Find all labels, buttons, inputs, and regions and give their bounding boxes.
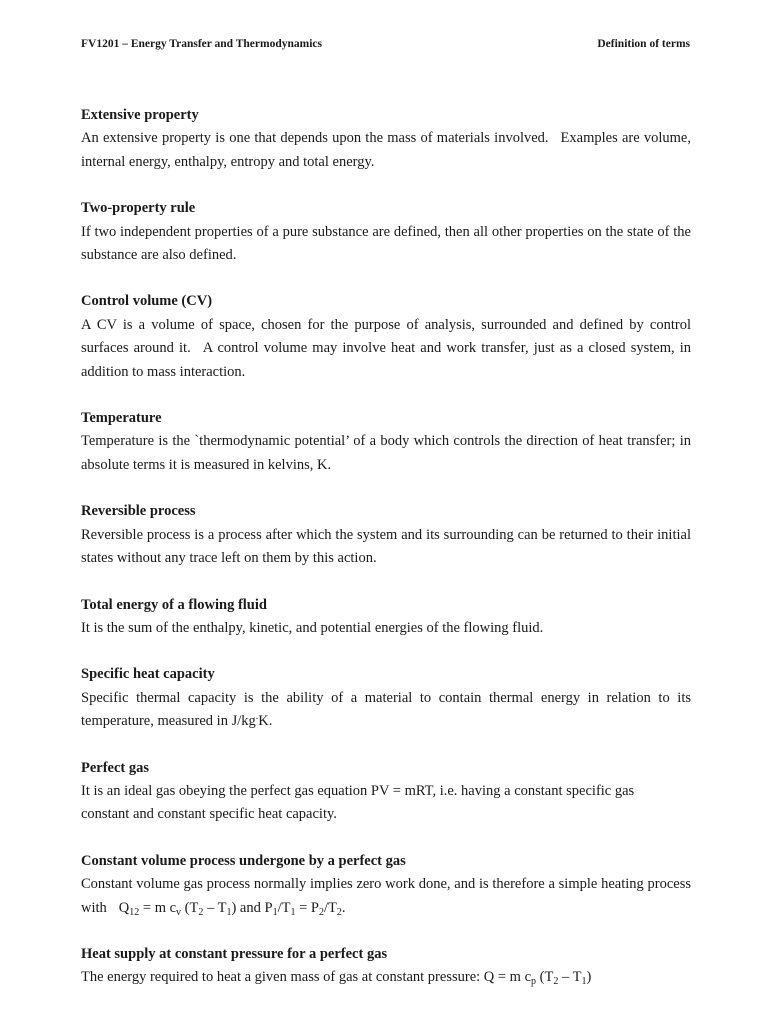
term-title: Temperature	[81, 410, 162, 427]
term-title: Specific heat capacity	[81, 666, 215, 683]
header-course-title: FV1201 – Energy Transfer and Thermodynamics	[81, 38, 322, 50]
term-two-property-rule	[81, 197, 691, 267]
term-title: Extensive property	[81, 107, 199, 123]
term-body: The energy required to heat a given mass of gas at constant pressure: Q = m $c_p$ $(T_2 - T_1)$	[81, 969, 592, 988]
term-title: Constant volume process undergone by a perfect gas	[81, 852, 406, 869]
term-body: If two independent properties of a pure substance are defined, then all other properties on the state of the substance are also defined.	[81, 223, 691, 264]
term-body: It is the sum of the enthalpy, kinetic, and potential energies of the flowing fluid.	[81, 619, 544, 636]
term-total-energy-flowing-fluid	[81, 594, 691, 641]
term-temperature	[81, 407, 691, 477]
term-body: It is an ideal gas obeying the perfect gas equation PV = mRT, i.e. having a constant specific gas constant and constant specific heat capacity.	[81, 782, 635, 823]
term-title: Two-property rule	[81, 200, 196, 217]
term-perfect-gas	[81, 757, 691, 827]
term-body: Specific thermal capacity is the ability of a material to contain thermal energy in relation to its temperature, measured in J/kg.K.	[81, 689, 691, 730]
term-constant-volume-process	[81, 850, 691, 920]
term-title: Perfect gas	[81, 759, 150, 776]
term-heat-supply-constant-pressure	[81, 943, 691, 990]
term-title: Control volume (CV)	[81, 293, 213, 310]
term-body: Constant volume gas process normally implies zero work done, and is therefore a simple heating process with $Q_{12} = m$ $c_v$ $(T_2 - T_1)$ and $P_1/T_1 = P_2/T_2$.	[81, 876, 691, 918]
term-body: Temperature is the `thermodynamic potential’ of a body which controls the direction of heat transfer; in absolute terms it is measured in kelvins, K.	[81, 433, 691, 473]
term-body: Reversible process is a process after which the system and its surrounding can be returned to their initial states without any trace left on them by this action.	[81, 526, 691, 567]
term-body: An extensive property is one that depends upon the mass of materials involved. Examples are volume, internal energy, enthalpy, entropy and total energy.	[81, 130, 691, 170]
term-title: Total energy of a flowing fluid	[81, 596, 267, 613]
term-reversible-process	[81, 500, 691, 570]
term-title: Reversible process	[81, 503, 196, 520]
term-title: Heat supply at constant pressure for a perfect gas	[81, 945, 388, 962]
page-header	[81, 36, 690, 52]
term-extensive-property	[81, 104, 691, 174]
definitions-list	[81, 104, 691, 1013]
header-section-title: Definition of terms	[597, 38, 690, 50]
constant-volume-formula: $Q_{12} = m$ $c_v$ $(T_2 - T_1)$ and $P_1/T_1 = P_2/T_2$.	[118, 899, 346, 918]
term-specific-heat-capacity	[81, 663, 691, 733]
term-body: A CV is a volume of space, chosen for the purpose of analysis, surrounded and defined by control surfaces around it. A control volume may involve heat and work transfer, just as a closed system, in addition to mass interaction.	[81, 316, 692, 380]
term-control-volume	[81, 290, 691, 384]
